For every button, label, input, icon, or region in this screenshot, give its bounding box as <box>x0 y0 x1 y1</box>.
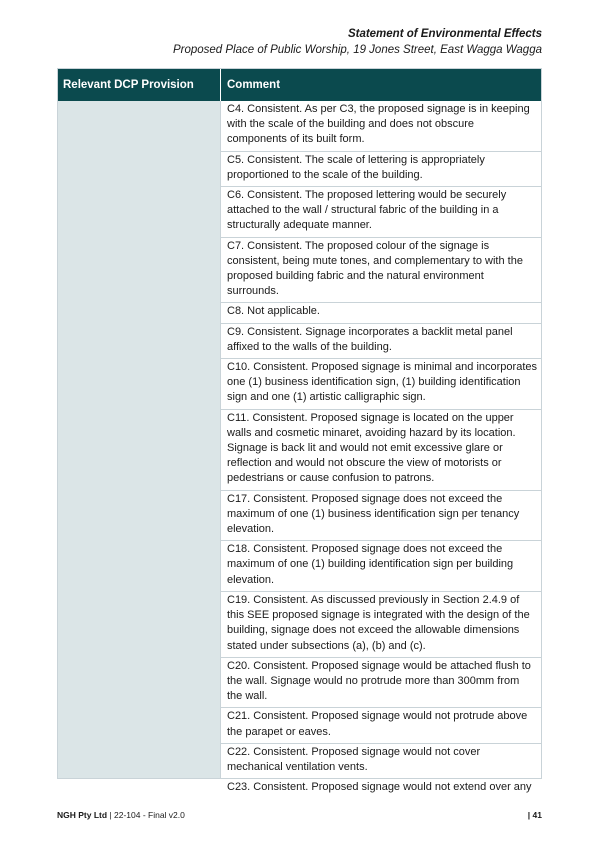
comment-paragraph: C21. Consistent. Proposed signage would not protrude above the parapet or eaves. <box>221 708 541 743</box>
comment-paragraph: C11. Consistent. Proposed signage is located on the upper walls and cosmetic minaret, avoiding hazard by its location. Signage is back lit and would not emit excessive glare or reflection and would not obscure the view of motorists or pedestrians or cause confusion to patrons. <box>221 410 541 491</box>
comment-paragraph: C17. Consistent. Proposed signage does not exceed the maximum of one (1) business identification sign per tenancy elevation. <box>221 491 541 542</box>
comment-paragraph: C9. Consistent. Signage incorporates a backlit metal panel affixed to the walls of the building. <box>221 324 541 359</box>
comment-paragraph: C18. Consistent. Proposed signage does not exceed the maximum of one (1) building identification sign per building elevation. <box>221 541 541 592</box>
comment-paragraph: C8. Not applicable. <box>221 303 541 323</box>
document-subtitle: Proposed Place of Public Worship, 19 Jones Street, East Wagga Wagga <box>172 44 542 56</box>
document-reference: | 22-104 - Final v2.0 <box>107 810 185 820</box>
footer-left <box>57 810 185 820</box>
document-title: Statement of Environmental Effects <box>347 28 542 40</box>
company-name: NGH Pty Ltd <box>57 810 108 820</box>
comment-paragraph: C7. Consistent. The proposed colour of the signage is consistent, being mute tones, and complementary to with the proposed building fabric and the natural environment surrounds. <box>221 238 541 304</box>
table-body <box>58 101 541 794</box>
comment-paragraph: C20. Consistent. Proposed signage would be attached flush to the wall. Signage would no protrude more than 300mm from the wall. <box>221 658 541 709</box>
table-header-row <box>58 69 541 101</box>
comment-paragraph: C23. Consistent. Proposed signage would not extend over any <box>227 781 532 794</box>
comment-paragraph: C10. Consistent. Proposed signage is minimal and incorporates one (1) business identification sign, (1) building identification sign and one (1) artistic calligraphic sign. <box>221 359 541 410</box>
comment-paragraph: C6. Consistent. The proposed lettering would be securely attached to the wall / structural fabric of the building in a structurally adequate manner. <box>221 187 541 238</box>
column-header-comment: Comment <box>227 79 281 91</box>
page-header <box>173 27 542 58</box>
page-number: | 41 <box>527 810 542 820</box>
column-header-provision: Relevant DCP Provision <box>58 69 221 101</box>
comment-paragraph: C4. Consistent. As per C3, the proposed signage is in keeping with the scale of the building and does not obscure components of its built form. <box>221 101 541 152</box>
dcp-provision-table <box>57 68 542 794</box>
comment-paragraph: C19. Consistent. As discussed previously in Section 2.4.9 of this SEE proposed signage is integrated with the design of the building, signage does not exceed the allowable dimensions stated under subsections (a), (b) and (c). <box>221 592 541 658</box>
comment-paragraph: C22. Consistent. Proposed signage would not cover mechanical ventilation vents. <box>221 744 541 779</box>
page-footer <box>57 810 542 820</box>
comment-cell <box>221 101 541 794</box>
provision-cell <box>58 101 221 778</box>
comment-paragraph: C5. Consistent. The scale of lettering is appropriately proportioned to the scale of the building. <box>221 152 541 187</box>
